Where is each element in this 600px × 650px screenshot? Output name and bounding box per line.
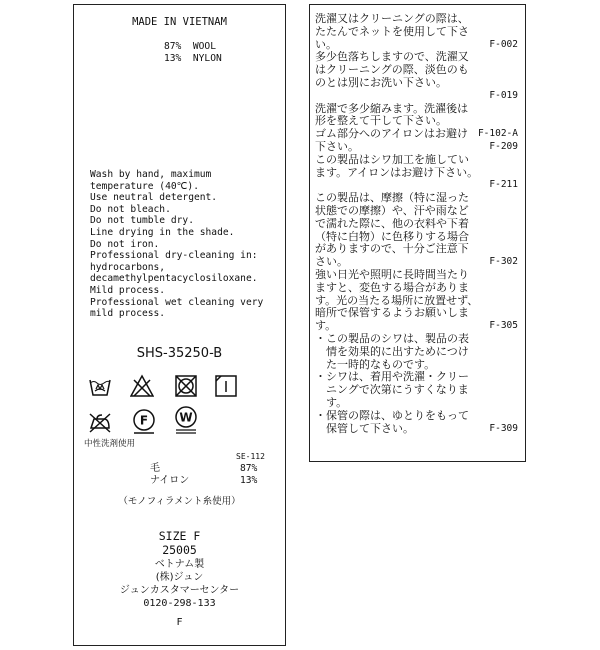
line-dry-shade-icon (214, 374, 238, 398)
japanese-care-line: 多少色落ちしますので、洗濯又 (315, 51, 469, 64)
size-mark: F (176, 617, 183, 628)
svg-text:W: W (179, 410, 193, 425)
japanese-care-label (309, 4, 526, 462)
dry-clean-f-icon (130, 407, 158, 435)
jp-fiber1-name: 毛 (150, 463, 160, 474)
care-instruction-line: decamethylpentacyclosiloxane. (90, 273, 258, 285)
care-code: F-309 (489, 422, 518, 434)
customer-center: ジュンカスタマーセンター (119, 585, 240, 596)
fiber-wool: 87% WOOL (164, 41, 216, 52)
hand-wash-icon (88, 374, 112, 398)
wet-clean-w-icon (172, 405, 200, 435)
care-code: F-102-A (477, 128, 518, 140)
style-number: SHS-35250-B (136, 346, 223, 361)
japanese-care-line: ・この製品のシワは、製品の表 (315, 333, 469, 345)
care-instruction-line: Do not bleach. (90, 203, 171, 215)
jp-fiber2-pct: 13% (240, 475, 258, 486)
care-instruction-line: Professional dry-cleaning in: (90, 250, 258, 262)
japanese-care-line: で濡れた際に、他の衣料や下着 (315, 217, 469, 230)
japanese-care-line: ます。アイロンはお避け下さい。 (315, 166, 479, 179)
no-tumble-dry-icon (174, 374, 198, 398)
care-instruction-line: Line drying in the shade. (90, 227, 235, 238)
origin-text: MADE IN VIETNAM (132, 16, 227, 28)
japanese-care-line: 洗濯で多少縮みます。洗濯後は (315, 102, 469, 115)
no-bleach-icon (130, 374, 154, 398)
japanese-care-line: す。 (315, 397, 348, 409)
japanese-care-line: ・保管の際は、ゆとりをもって (315, 409, 469, 422)
care-code: F-305 (489, 320, 518, 332)
japanese-care-line: はクリーニングの際、淡色のも (315, 64, 469, 77)
japanese-care-line: 保管して下さい。 (315, 422, 414, 435)
size-text: SIZE F (158, 529, 201, 543)
japanese-care-line: この製品は、摩擦（特に湿った (315, 192, 469, 205)
japanese-care-line: ニングで次第にうすくなりま (315, 384, 469, 397)
monofilament-note: （モノフィラメント糸使用） (118, 496, 241, 507)
se-code: SE-112 (236, 452, 265, 461)
japanese-care-line: がありますので、十分ご注意下 (315, 243, 469, 256)
japanese-care-line: す。 (315, 320, 337, 333)
japanese-care-line: 暗所で保管するようお願いしま (315, 307, 469, 320)
japanese-care-line: たたんでネットを使用して下さ (315, 25, 469, 38)
japanese-care-line: 情を効果的に出すためにつけ (315, 345, 469, 358)
care-code: F-209 (489, 141, 518, 152)
care-instruction-line: Do not iron. (90, 238, 160, 250)
care-instruction-line: Do not tumble dry. (90, 215, 194, 227)
care-instruction-line: Wash by hand, maximum (90, 169, 212, 180)
fiber-nylon: 13% NYLON (164, 53, 222, 64)
svg-text:F: F (139, 413, 149, 428)
care-code: F-302 (489, 256, 518, 268)
japanese-care-line: 洗濯又はクリーニングの際は、 (315, 13, 469, 25)
japanese-care-line: 形を整えて干して下さい。 (315, 115, 447, 128)
company-name: (株)ジュン (155, 572, 204, 583)
care-instruction-line: Professional wet cleaning very (90, 296, 264, 308)
jp-fiber2-name: ナイロン (150, 475, 190, 486)
care-instruction-line: mild process. (90, 308, 166, 320)
jp-fiber1-pct: 87% (240, 463, 258, 474)
neutral-detergent-text: 中性洗剤使用 (84, 439, 136, 449)
japanese-care-line: のとは別にお洗い下さい。 (315, 77, 447, 89)
english-care-label (73, 4, 286, 646)
japanese-care-line: ますと、変色する場合がありま (315, 281, 469, 294)
japanese-care-line: この製品はシワ加工を施してい (315, 153, 469, 166)
phone-number: 0120-298-133 (143, 598, 216, 609)
japanese-care-line: ・シワは、着用や洗濯・クリー (315, 371, 469, 384)
japanese-care-line: さい。 (315, 256, 348, 269)
care-code: F-019 (489, 89, 518, 101)
care-instruction-line: Mild process. (90, 285, 166, 296)
made-in-jp: ベトナム製 (154, 559, 205, 570)
care-instruction-line: temperature (40℃). (90, 180, 199, 192)
care-code: F-211 (489, 179, 518, 191)
japanese-care-line: い。 (315, 38, 337, 51)
japanese-care-line: ゴム部分へのアイロンはお避け (315, 128, 469, 141)
japanese-care-line: （特に白物）に色移りする場合 (315, 230, 469, 243)
japanese-care-line: 強い日光や照明に長時間当たり (315, 269, 469, 281)
no-iron-icon (88, 410, 112, 434)
care-instruction-line: hydrocarbons, (90, 261, 166, 273)
care-code: F-002 (489, 38, 518, 50)
care-instruction-line: Use neutral detergent. (90, 192, 218, 204)
japanese-care-line: す。光の当たる場所に放置せず、 (315, 294, 479, 307)
japanese-care-line: 状態での摩擦）や、汗や雨など (315, 205, 469, 217)
product-code: 25005 (162, 543, 197, 557)
japanese-care-line: 下さい。 (315, 141, 359, 153)
japanese-care-line: た一時的なものです。 (315, 358, 436, 371)
